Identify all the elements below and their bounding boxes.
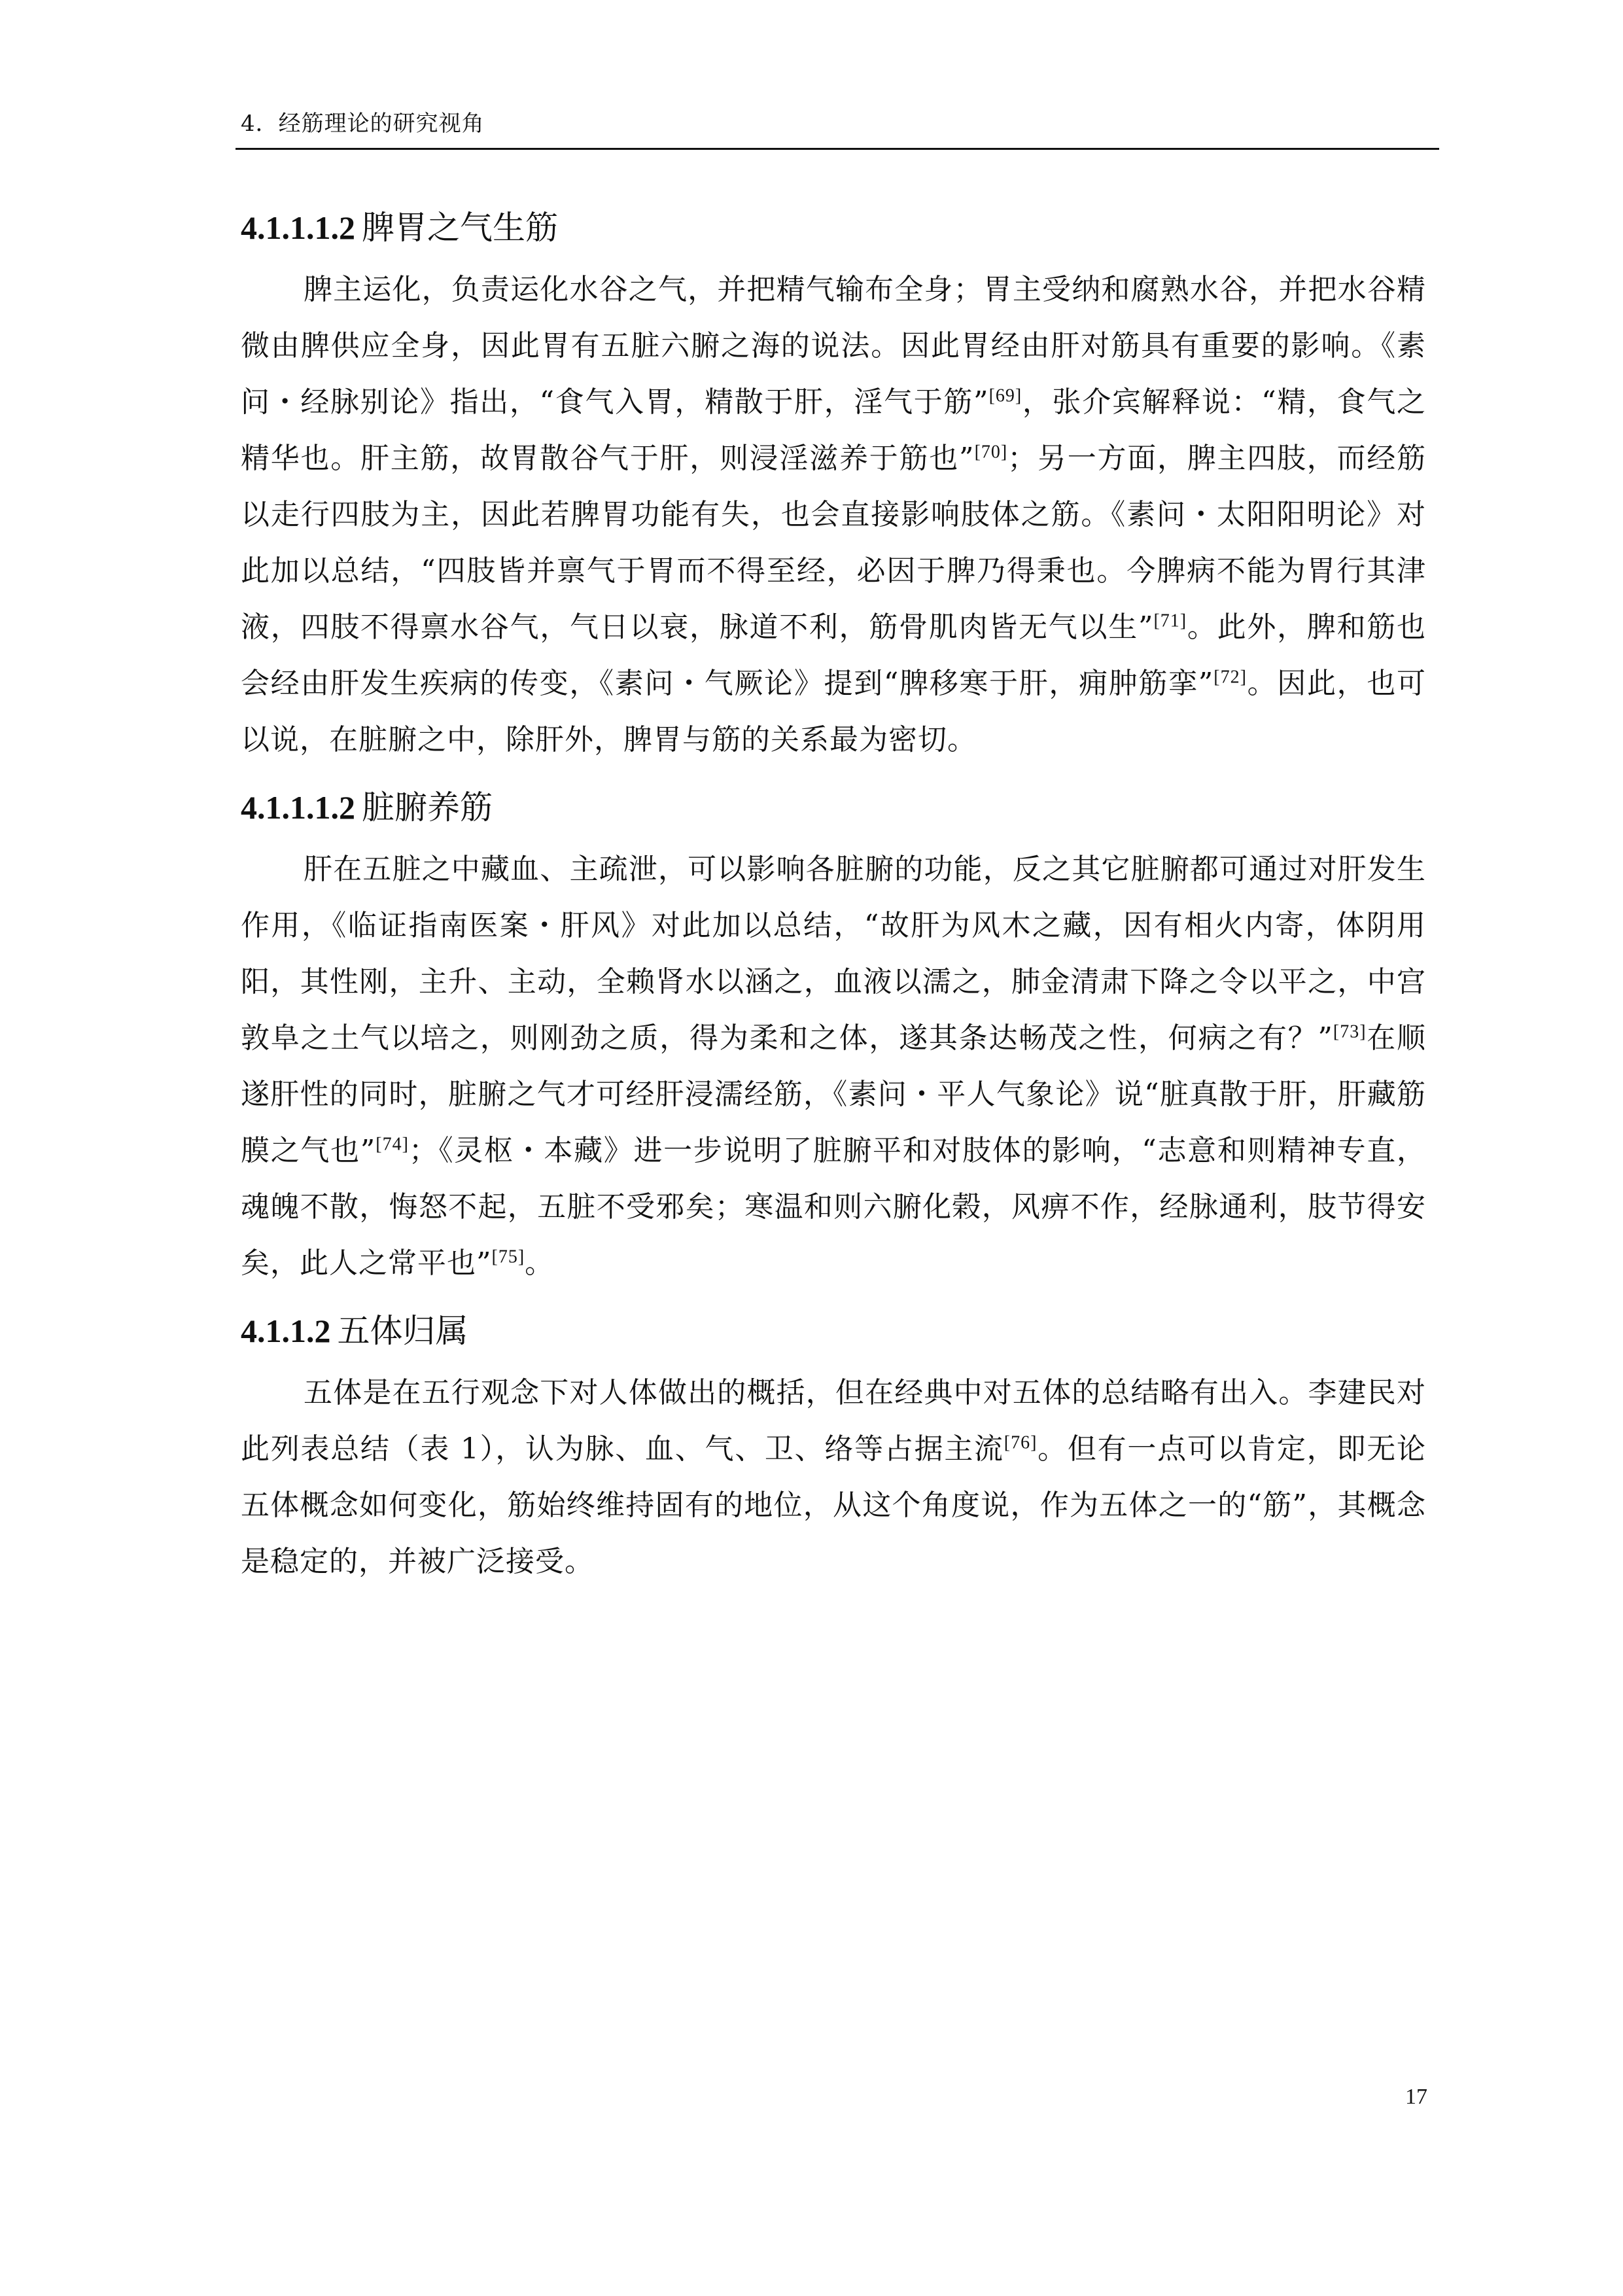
citation-ref: [75] — [491, 1246, 525, 1267]
page-number: 17 — [1405, 2085, 1427, 2109]
body-paragraph — [241, 841, 1426, 1292]
text-run: 。但有一点可以肯定，即无论五体概念如何变化，筋始终维持固有的地位，从这个角度说，作为五体之一的“筋”，其概念是稳定的，并被广泛接受。 — [241, 1432, 1426, 1578]
header-rule — [236, 148, 1439, 150]
text-run: 肝在五脏之中藏血、主疏泄，可以影响各脏腑的功能，反之其它脏腑都可通过对肝发生作用，《临证指南医案・肝风》对此加以总结，“故肝为风木之藏，因有相火内寄，体阴用阳，其性刚，主升、主动，全赖肾水以涵之，血液以濡之，肺金清肃下降之令以平之，中宫敦阜之土气以培之，则刚劲之质，得为柔和之体，遂其条达畅茂之性，何病之有？” — [241, 853, 1426, 1055]
section-title: 脏腑养筋 — [362, 788, 493, 826]
text-run: 。 — [525, 1246, 555, 1280]
citation-ref: [73] — [1333, 1021, 1367, 1042]
text-run: ，张介宾解释说：“精，食气之精华也。肝主筋，故胃散谷气于肝，则浸淫滋养于筋也” — [241, 385, 1426, 475]
section-title: 五体归属 — [337, 1312, 468, 1350]
text-run: 五体是在五行观念下对人体做出的概括，但在经典中对五体的总结略有出入。李建民对此列表总结（表 1），认为脉、血、气、卫、络等占据主流 — [241, 1376, 1426, 1466]
citation-ref: [70] — [974, 442, 1008, 463]
section-heading — [241, 196, 1426, 259]
page-body — [241, 196, 1426, 1598]
text-run: ；另一方面，脾主四肢，而经筋以走行四肢为主，因此若脾胃功能有失，也会直接影响肢体之筋。《素问・太阳阳明论》对此加以总结，“四肢皆并禀气于胃而不得至经，必因于脾乃得秉也。今脾病不能为胃行其津液，四肢不得禀水谷气，气日以衰，脉道不利，筋骨肌肉皆无气以生” — [241, 442, 1427, 644]
text-run: 在顺遂肝性的同时，脏腑之气才可经肝浸濡经筋，《素问・平人气象论》说“脏真散于肝，肝藏筋膜之气也” — [241, 1021, 1426, 1167]
running-header: 4．经筋理论的研究视角 — [241, 111, 485, 137]
citation-ref: [71] — [1153, 610, 1187, 631]
citation-ref: [74] — [375, 1134, 409, 1155]
citation-ref: [69] — [988, 385, 1022, 406]
citation-ref: [72] — [1213, 667, 1247, 688]
text-run: 脾主运化，负责运化水谷之气，并把精气输布全身；胃主受纳和腐熟水谷，并把水谷精微由脾供应全身，因此胃有五脏六腑之海的说法。因此胃经由肝对筋具有重要的影响。《素问・经脉别论》指出，“食气入胃，精散于肝，淫气于筋” — [241, 273, 1426, 419]
body-paragraph — [241, 262, 1426, 768]
text-run: ；《灵枢・本藏》进一步说明了脏腑平和对肢体的影响，“志意和则精神专直，魂魄不散，悔怒不起，五脏不受邪矣；寒温和则六腑化榖，风痹不作，经脉通利，肢节得安矣，此人之常平也” — [241, 1134, 1426, 1280]
text-run: 。此外，脾和筋也会经由肝发生疾病的传变，《素问・气厥论》提到“脾移寒于肝，痈肿筋挛” — [241, 610, 1427, 700]
section-title: 脾胃之气生筋 — [362, 209, 558, 247]
citation-ref: [76] — [1003, 1432, 1038, 1453]
section-number: 4.1.1.2 — [241, 1313, 331, 1349]
section-heading — [241, 1299, 1426, 1362]
section-heading — [241, 776, 1426, 839]
text-run: 。因此，也可以说，在脏腑之中，除肝外，脾胃与筋的关系最为密切。 — [241, 667, 1426, 756]
section-number: 4.1.1.1.2 — [241, 789, 355, 826]
section-number: 4.1.1.1.2 — [241, 209, 355, 246]
body-paragraph — [241, 1365, 1426, 1590]
